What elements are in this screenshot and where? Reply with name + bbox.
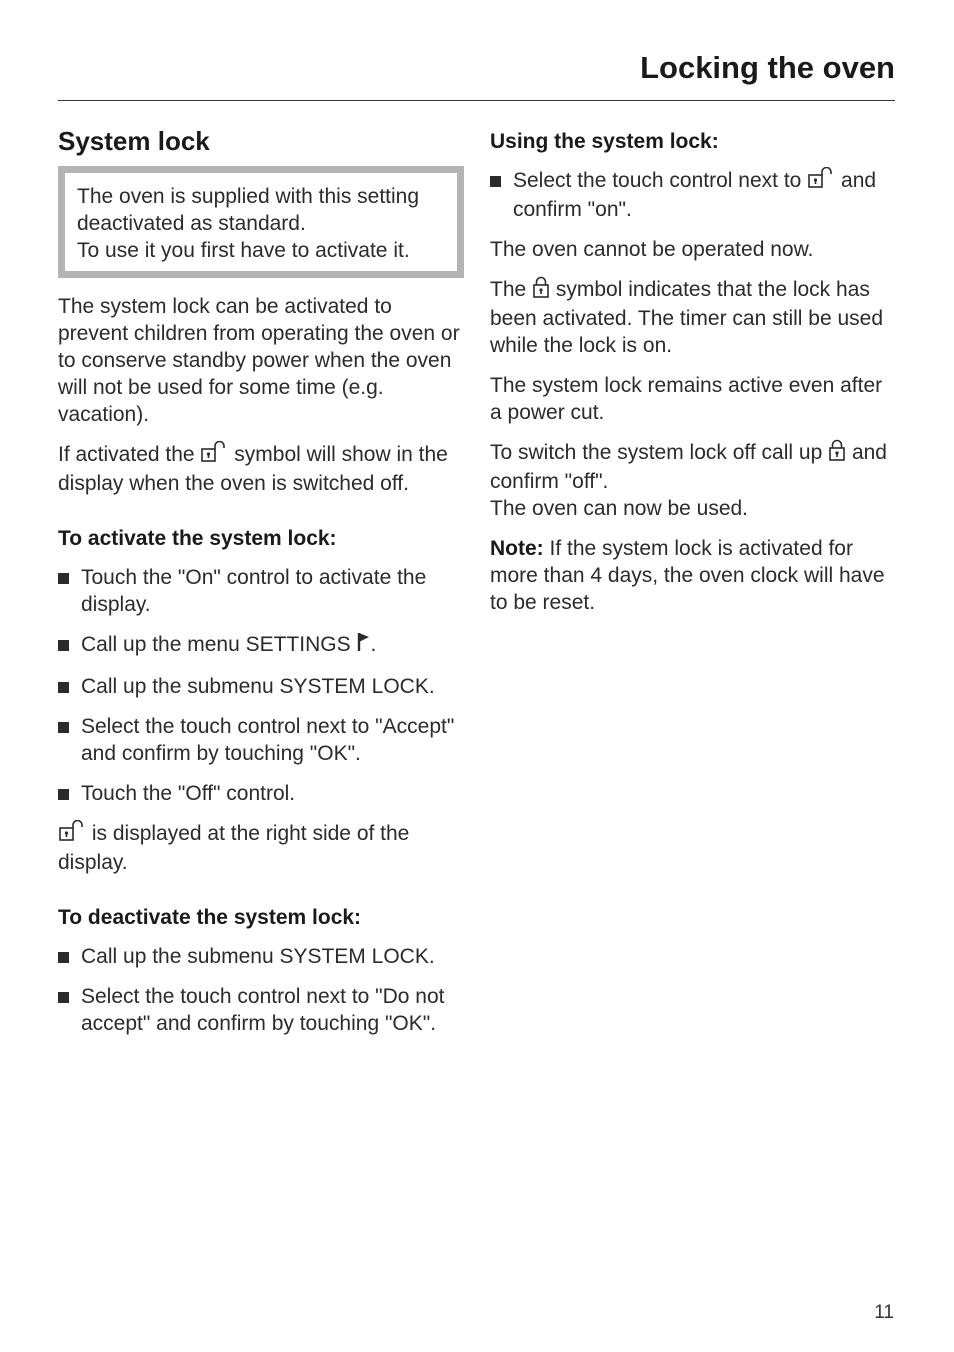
bullet-icon [58,682,69,693]
step-text: Select the touch control next to [513,169,802,192]
power-cut-paragraph: The system lock remains active even after a power cut. [490,374,883,424]
header-divider [58,100,895,101]
lock-symbol-start: The [490,278,527,301]
note-paragraph [490,535,890,616]
switch-off-start: To switch the system lock off call up [490,441,823,464]
left-column [58,120,464,1050]
using-heading: Using the system lock: [490,130,719,153]
deactivate-steps [58,943,464,1037]
lock-symbol-end: symbol indicates that the lock has been activated. The timer can still be used while the lock is on. [490,278,884,357]
can-use-text: The oven can now be used. [490,497,749,520]
bullet-icon [58,640,69,651]
switch-off-paragraph [490,439,890,522]
step-text: Select the touch control next to "Accept" and confirm by touching "OK". [81,715,455,765]
step-text: Touch the "Off" control. [81,782,296,805]
intro-paragraph: The system lock can be activated to prevent children from operating the oven or to conserve standby power when the oven will not be used for some time (e.g. vacation). [58,295,460,426]
activate-heading: To activate the system lock: [58,527,337,550]
switch-off-end: and confirm "off". [490,441,887,493]
list-item [58,780,464,807]
list-item [58,564,464,618]
using-steps [490,167,890,223]
list-item [58,943,464,970]
bullet-icon [58,789,69,800]
step-text: Select the touch control next to "Do not accept" and confirm by touching "OK". [81,985,445,1035]
page-number: 11 [874,1302,894,1323]
list-item [58,631,464,660]
list-item [58,713,464,767]
info-box [58,166,464,278]
lock-symbol-paragraph [490,276,890,359]
padlock-open-icon [807,167,835,196]
symbol-paragraph [58,441,464,497]
bullet-icon [58,722,69,733]
symbol-paragraph-start: If activated the [58,443,195,466]
step-text: Call up the submenu SYSTEM LOCK. [81,945,435,968]
flag-icon [356,631,370,660]
list-item [58,983,464,1037]
list-item [490,167,890,223]
bullet-icon [58,573,69,584]
page-title: Locking the oven [640,50,895,85]
section-title: System lock [58,126,210,156]
note-label: Note: [490,537,544,560]
info-box-line: To use it you first have to activate it. [77,239,410,262]
step-text: Call up the submenu SYSTEM LOCK. [81,675,435,698]
step-suffix: . [370,633,377,656]
activate-result-text: is displayed at the right side of the display. [58,822,410,874]
list-item [58,673,464,700]
cannot-operate-paragraph: The oven cannot be operated now. [490,238,814,261]
activate-steps [58,564,464,807]
note-text: If the system lock is activated for more than 4 days, the oven clock will have to be reset. [490,537,885,614]
deactivate-heading: To deactivate the system lock: [58,906,362,929]
step-text: Touch the "On" control to activate the display. [81,566,427,616]
symbol-paragraph-end: symbol will show in the display when the oven is switched off. [58,443,448,495]
bullet-icon [58,992,69,1003]
padlock-open-icon [58,820,86,849]
info-box-line: The oven is supplied with this setting deactivated as standard. [77,185,420,235]
right-column [490,128,890,629]
padlock-closed-icon [828,439,846,468]
bullet-icon [490,176,501,187]
padlock-closed-icon [532,276,550,305]
activate-result [58,820,464,876]
padlock-open-icon [200,441,228,470]
step-text: Call up the menu SETTINGS [81,633,351,656]
bullet-icon [58,952,69,963]
step-text-end: and confirm "on". [513,169,877,221]
